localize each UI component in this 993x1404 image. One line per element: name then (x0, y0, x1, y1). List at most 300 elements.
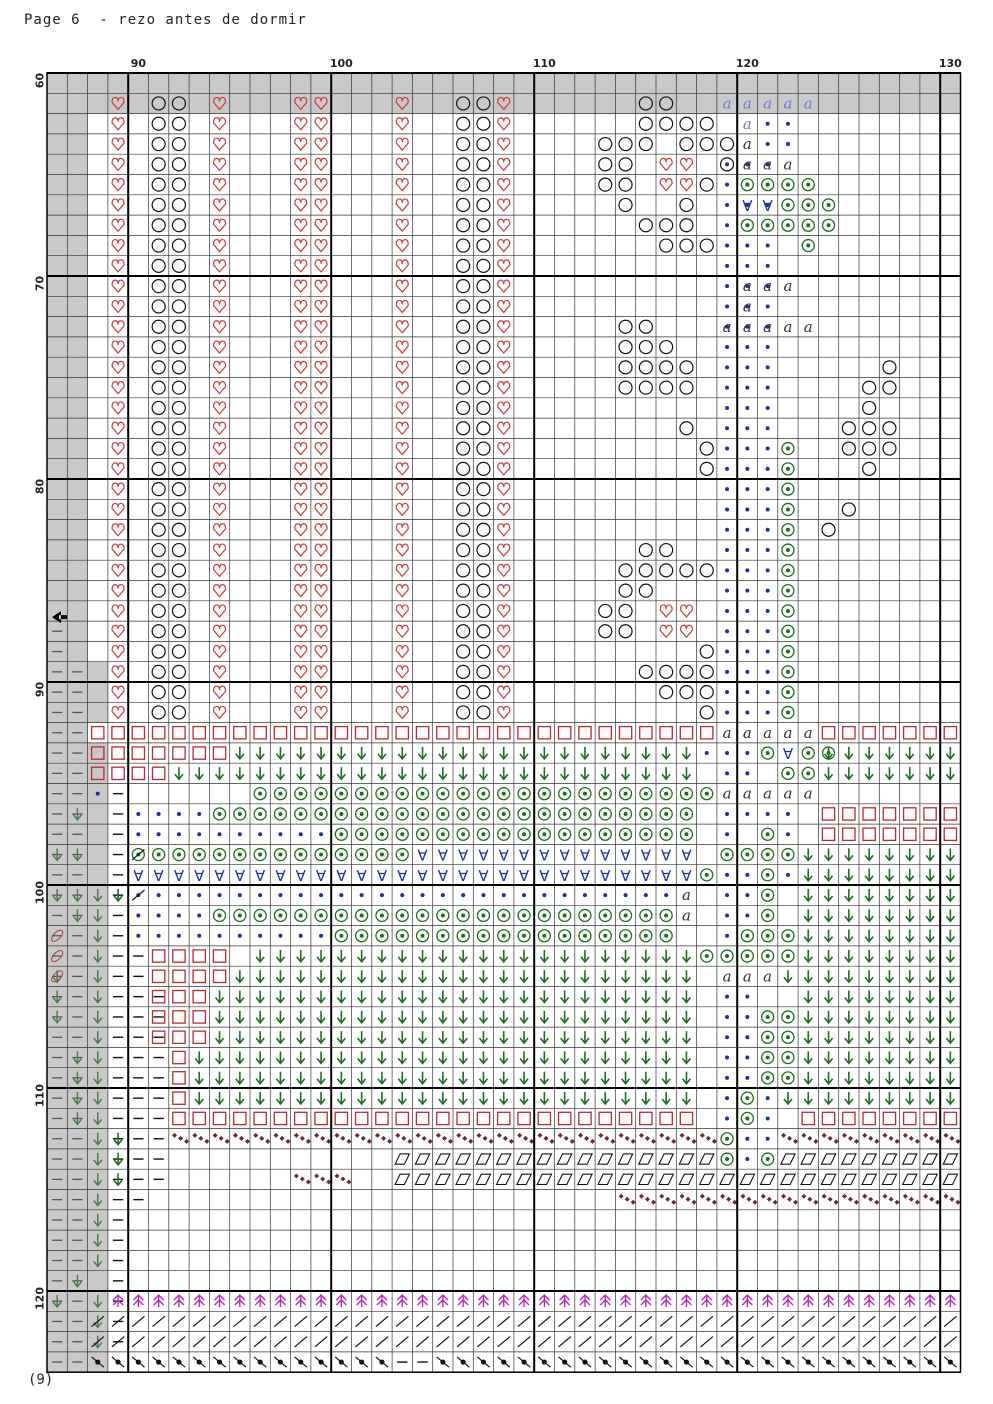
target-symbol-center (766, 853, 770, 857)
grey-cell (67, 256, 87, 276)
circle-symbol (152, 604, 165, 617)
heart-symbol (498, 686, 510, 698)
chart-gridlines (47, 73, 961, 1372)
dot-symbol (766, 548, 770, 552)
target-symbol-center (664, 792, 668, 796)
circle-symbol (822, 523, 835, 536)
heart-symbol (112, 686, 124, 698)
a-symbol: a (742, 135, 752, 154)
slash-symbol (822, 1316, 834, 1326)
heart-symbol (214, 382, 226, 394)
slash-symbol (660, 1337, 672, 1347)
grey-cell (67, 581, 87, 601)
heart-symbol (396, 138, 408, 150)
grey-cell (311, 93, 331, 113)
slash-symbol (924, 1316, 936, 1326)
diamond-symbol (483, 1136, 488, 1141)
diamond-symbol (706, 1197, 711, 1202)
v-symbol: ∀ (640, 846, 651, 865)
square-symbol (153, 767, 165, 779)
slash-symbol (437, 1337, 449, 1347)
v-symbol: ∀ (336, 866, 347, 885)
square-symbol (173, 970, 185, 982)
target-symbol-center (563, 913, 567, 917)
heart-symbol (214, 118, 226, 130)
target-symbol-center (725, 1157, 729, 1161)
target-symbol-center (786, 447, 790, 451)
circle-symbol (477, 401, 490, 414)
dot-symbol (745, 1076, 749, 1080)
square-symbol (173, 1092, 185, 1104)
dot-symbol (766, 487, 770, 491)
pink-arrow-symbol (580, 1295, 590, 1307)
pin-head (156, 1359, 161, 1364)
slash-symbol (437, 1316, 449, 1326)
grey-cell (67, 459, 87, 479)
grey-cell (67, 215, 87, 235)
dot-symbol (766, 345, 770, 349)
target-symbol-center (766, 1035, 770, 1039)
heart-symbol (214, 646, 226, 658)
dot-symbol (786, 812, 790, 816)
dot-symbol (745, 589, 749, 593)
grey-cell (67, 520, 87, 540)
heart-symbol (295, 361, 307, 373)
diamond-symbol (842, 1133, 847, 1138)
diamond-symbol (346, 1139, 351, 1144)
grey-cell (47, 459, 67, 479)
parallelogram-symbol (517, 1174, 531, 1184)
square-symbol (538, 1112, 550, 1124)
dot-symbol (197, 832, 201, 836)
square-symbol (863, 808, 875, 820)
grey-cell (778, 73, 798, 93)
grey-cell (88, 865, 108, 885)
diamond-symbol (712, 1139, 717, 1144)
slash-symbol (498, 1337, 510, 1347)
circle-symbol (842, 503, 855, 516)
target-symbol-center (583, 832, 587, 836)
slash-symbol (559, 1316, 571, 1326)
dot-symbol (766, 568, 770, 572)
dot-symbol (725, 426, 729, 430)
pin-head (806, 1359, 811, 1364)
circle-symbol (172, 280, 185, 293)
pin-head (379, 1359, 384, 1364)
parallelogram-symbol (679, 1174, 693, 1184)
v-symbol: ∀ (458, 846, 469, 865)
target-symbol-center (786, 528, 790, 532)
slash-symbol (213, 1337, 225, 1347)
circle-symbol (477, 361, 490, 374)
circle-symbol (172, 523, 185, 536)
heart-symbol (315, 646, 327, 658)
parallelogram-symbol (476, 1154, 490, 1164)
diamond-symbol (659, 1133, 664, 1138)
parallelogram-symbol (415, 1174, 429, 1184)
circle-symbol (152, 341, 165, 354)
circle-symbol (639, 381, 652, 394)
grey-cell (47, 175, 67, 195)
a-symbol: a (783, 94, 793, 113)
dot-symbol (745, 507, 749, 511)
dot-symbol (461, 893, 465, 897)
target-symbol-center (644, 792, 648, 796)
grey-cell (270, 73, 290, 93)
circle-symbol (639, 341, 652, 354)
grey-cell (67, 357, 87, 377)
circle-symbol (172, 401, 185, 414)
slash-symbol (477, 1337, 489, 1347)
diamond-symbol (645, 1197, 650, 1202)
v-symbol: ∀ (661, 846, 672, 865)
circle-symbol (457, 604, 470, 617)
square-symbol (843, 828, 855, 840)
diamond-symbol (923, 1194, 928, 1199)
square-symbol (498, 1112, 510, 1124)
dot-symbol (725, 690, 729, 694)
dot-symbol (197, 913, 201, 917)
target-symbol-center (319, 913, 323, 917)
dot-symbol (725, 589, 729, 593)
heart-symbol (315, 138, 327, 150)
grey-cell (67, 560, 87, 580)
square-symbol (153, 950, 165, 962)
diamond-symbol (387, 1139, 392, 1144)
slash-symbol (416, 1316, 428, 1326)
heart-symbol (498, 341, 510, 353)
diamond-symbol (915, 1139, 920, 1144)
heart-symbol (295, 240, 307, 252)
heart-symbol (214, 706, 226, 718)
target-symbol-center (441, 913, 445, 917)
dot-symbol (339, 893, 343, 897)
square-symbol (579, 727, 591, 739)
grey-cell (67, 398, 87, 418)
target-symbol-center (339, 913, 343, 917)
diamond-symbol (314, 1133, 319, 1138)
parallelogram-symbol (558, 1154, 572, 1164)
target-symbol-center (400, 913, 404, 917)
circle-symbol (700, 665, 713, 678)
v-symbol: ∀ (458, 866, 469, 885)
diamond-symbol (619, 1133, 624, 1138)
a-symbol: a (722, 317, 732, 336)
heart-symbol (396, 544, 408, 556)
circle-symbol (172, 259, 185, 272)
target-symbol-center (380, 913, 384, 917)
circle-symbol (457, 625, 470, 638)
diamond-symbol (686, 1197, 691, 1202)
heart-symbol (295, 706, 307, 718)
row-label: 90 (33, 681, 47, 698)
circle-symbol (457, 686, 470, 699)
dot-symbol (725, 284, 729, 288)
dot-symbol (725, 365, 729, 369)
circle-symbol (680, 686, 693, 699)
v-symbol: ∀ (397, 866, 408, 885)
circle-symbol (152, 300, 165, 313)
heart-symbol (498, 422, 510, 434)
v-symbol: ∀ (153, 866, 164, 885)
slash-symbol (457, 1316, 469, 1326)
dot-symbol (766, 670, 770, 674)
slash-symbol (904, 1316, 916, 1326)
slash-symbol (376, 1337, 388, 1347)
grey-cell (47, 479, 67, 499)
circle-symbol (660, 381, 673, 394)
circle-symbol (619, 625, 632, 638)
slash-symbol (193, 1337, 205, 1347)
pink-arrow-symbol (783, 1295, 793, 1307)
slash-symbol (863, 1337, 875, 1347)
target-symbol-center (360, 792, 364, 796)
circle-symbol (477, 219, 490, 232)
v-symbol: ∀ (417, 846, 428, 865)
diamond-symbol (570, 1139, 575, 1144)
target-symbol-center (766, 1076, 770, 1080)
square-symbol (883, 1112, 895, 1124)
pink-arrow-symbol (499, 1295, 509, 1307)
target-symbol-center (258, 812, 262, 816)
pink-arrow-symbol (316, 1295, 326, 1307)
square-symbol (660, 1112, 672, 1124)
slash-symbol (599, 1316, 611, 1326)
heart-symbol (295, 585, 307, 597)
grey-cell (47, 357, 67, 377)
circle-symbol (172, 239, 185, 252)
circle-symbol (700, 138, 713, 151)
heart-symbol (315, 300, 327, 312)
circle-symbol (619, 604, 632, 617)
parallelogram-symbol (659, 1174, 673, 1184)
diamond-symbol (294, 1133, 299, 1138)
parallelogram-symbol (436, 1174, 450, 1184)
dot-symbol (603, 893, 607, 897)
square-symbol (315, 1112, 327, 1124)
heart-symbol (315, 260, 327, 272)
diamond-symbol (306, 1179, 311, 1184)
circle-symbol (660, 239, 673, 252)
circle-symbol (639, 117, 652, 130)
heart-symbol (396, 341, 408, 353)
circle-symbol (721, 138, 734, 151)
slash-symbol (701, 1337, 713, 1347)
pink-arrow-symbol (458, 1295, 468, 1307)
diamond-symbol (239, 1136, 244, 1141)
heart-symbol (498, 524, 510, 536)
heart-symbol (112, 605, 124, 617)
parallelogram-symbol (943, 1174, 957, 1184)
dot-symbol (745, 386, 749, 390)
heart-symbol (315, 402, 327, 414)
grey-cell (291, 73, 311, 93)
pin-head (481, 1359, 486, 1364)
circle-symbol (619, 381, 632, 394)
heart-symbol (295, 158, 307, 170)
grey-cell (494, 73, 514, 93)
grey-cell (859, 93, 879, 113)
target-symbol-center (441, 812, 445, 816)
square-symbol (619, 1112, 631, 1124)
parallelogram-symbol (923, 1174, 937, 1184)
parallelogram-symbol (761, 1174, 775, 1184)
circle-symbol (457, 401, 470, 414)
pink-arrow-symbol (621, 1295, 631, 1307)
target-symbol-center (563, 812, 567, 816)
grey-cell (47, 296, 67, 316)
heart-symbol (680, 625, 692, 637)
a-symbol: a (742, 114, 752, 133)
heart-symbol (315, 605, 327, 617)
heart-symbol (214, 564, 226, 576)
heart-symbol (112, 524, 124, 536)
grey-cell (920, 93, 940, 113)
square-symbol (559, 1112, 571, 1124)
slash-symbol (559, 1337, 571, 1347)
target-symbol-center (481, 934, 485, 938)
dot-symbol (745, 670, 749, 674)
square-symbol (274, 727, 286, 739)
heart-symbol (112, 260, 124, 272)
dot-symbol (725, 1056, 729, 1060)
pink-arrow-symbol (661, 1295, 671, 1307)
square-symbol (416, 1112, 428, 1124)
slash-symbol (538, 1337, 550, 1347)
grey-cell (88, 93, 108, 113)
grey-cell (47, 235, 67, 255)
diamond-symbol (517, 1133, 522, 1138)
v-symbol: ∀ (437, 846, 448, 865)
heart-symbol (315, 158, 327, 170)
parallelogram-symbol (578, 1154, 592, 1164)
circle-symbol (599, 604, 612, 617)
a-symbol: a (763, 784, 773, 803)
target-symbol-center (786, 467, 790, 471)
heart-symbol (498, 605, 510, 617)
a-symbol: a (783, 155, 793, 174)
dot-symbol (745, 710, 749, 714)
target-symbol-center (380, 934, 384, 938)
circle-symbol (477, 341, 490, 354)
v-symbol: ∀ (214, 866, 225, 885)
square-symbol (599, 1112, 611, 1124)
diamond-symbol (671, 1200, 676, 1205)
circle-symbol (172, 341, 185, 354)
target-symbol-center (421, 792, 425, 796)
grey-cell (47, 540, 67, 560)
heart-symbol (680, 179, 692, 191)
diamond-symbol (497, 1133, 502, 1138)
grey-cell (67, 134, 87, 154)
square-symbol (213, 747, 225, 759)
slash-symbol (396, 1337, 408, 1347)
slash-symbol (153, 1337, 165, 1347)
target-symbol-center (400, 792, 404, 796)
square-symbol (335, 1112, 347, 1124)
dot-symbol (745, 1035, 749, 1039)
row-label: 60 (33, 72, 47, 89)
heart-symbol (315, 524, 327, 536)
heart-symbol (214, 686, 226, 698)
slash-symbol (335, 1316, 347, 1326)
circle-symbol (172, 665, 185, 678)
dot-symbol (725, 304, 729, 308)
diamond-symbol (225, 1139, 230, 1144)
target-symbol-center (461, 832, 465, 836)
diamond-symbol (300, 1136, 305, 1141)
parallelogram-symbol (476, 1174, 490, 1184)
page-title: Page 6 - rezo antes de dormir (24, 12, 307, 28)
circle-symbol (477, 320, 490, 333)
circle-symbol (152, 665, 165, 678)
dot-symbol (766, 1137, 770, 1141)
circle-symbol (700, 442, 713, 455)
square-symbol (863, 1112, 875, 1124)
diamond-symbol (428, 1139, 433, 1144)
parallelogram-symbol (598, 1154, 612, 1164)
target-symbol-center (278, 812, 282, 816)
pink-arrow-symbol (275, 1295, 285, 1307)
heart-symbol (498, 260, 510, 272)
grey-cell (473, 73, 493, 93)
v-symbol: ∀ (194, 866, 205, 885)
diamond-symbol (314, 1173, 319, 1178)
diamond-symbol (549, 1139, 554, 1144)
diamond-symbol (625, 1136, 630, 1141)
grey-cell (697, 93, 717, 113)
grey-cell (67, 93, 87, 113)
square-symbol (112, 767, 124, 779)
grey-cell (575, 93, 595, 113)
diamond-symbol (578, 1133, 583, 1138)
target-symbol-center (806, 183, 810, 187)
square-symbol (924, 1112, 936, 1124)
target-symbol-center (745, 1096, 749, 1100)
target-symbol-center (481, 832, 485, 836)
slash-symbol (782, 1337, 794, 1347)
target-symbol-center (745, 183, 749, 187)
grey-cell (352, 93, 372, 113)
diamond-symbol (955, 1200, 960, 1205)
heart-symbol (498, 300, 510, 312)
grey-cell (128, 73, 148, 93)
parallelogram-symbol (639, 1154, 653, 1164)
grey-cell (47, 114, 67, 134)
v-symbol: ∀ (518, 866, 530, 885)
target-symbol-center (441, 934, 445, 938)
dot-symbol (258, 832, 262, 836)
grey-cell (88, 73, 108, 93)
circle-symbol (172, 503, 185, 516)
circle-symbol (152, 158, 165, 171)
slash-symbol (822, 1337, 834, 1347)
square-symbol (193, 1011, 205, 1023)
pink-arrow-symbol (174, 1295, 184, 1307)
a-symbol: a (681, 886, 691, 905)
heart-symbol (295, 443, 307, 455)
grey-cell (595, 73, 615, 93)
diamond-symbol (686, 1136, 691, 1141)
grey-cell (67, 317, 87, 337)
dot-symbol (583, 893, 587, 897)
circle-symbol (660, 544, 673, 557)
pin-head (582, 1359, 587, 1364)
square-symbol (193, 1031, 205, 1043)
diamond-symbol (700, 1133, 705, 1138)
circle-symbol (619, 320, 632, 333)
pink-arrow-symbol (478, 1295, 488, 1307)
